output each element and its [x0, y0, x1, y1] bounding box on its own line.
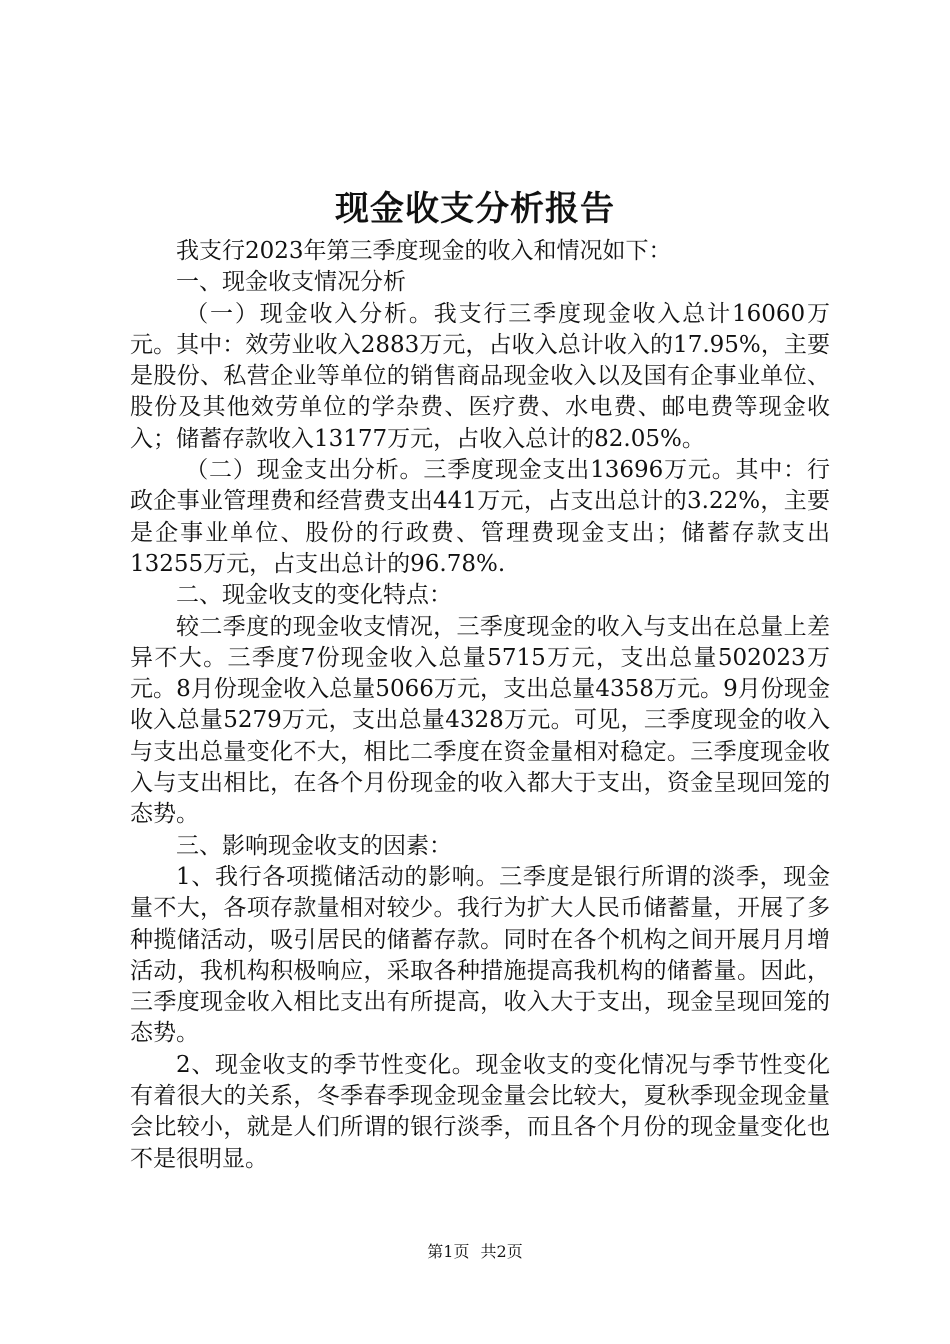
change-characteristics-paragraph: 较二季度的现金收支情况，三季度现金的收入与支出在总量上差异不大。三季度7份现金收入总量5715万元，支出总量502023万元。8月份现金收入总量5066万元，支出总量4358万元。9月份现金收入总量5279万元，支出总量4328万元。可见，三季度现金的收入与支出总量变化不大，相比二季度在资金量相对稳定。三季度现金收入与支出相比，在各个月份现金的收入都大于支出，资金呈现回笼的态势。 [130, 613, 830, 828]
intro-paragraph: 我支行2023年第三季度现金的收入和情况如下： [176, 238, 672, 264]
page-footer [0, 1240, 950, 1264]
document-body [130, 236, 830, 1175]
factor-1-paragraph: 1、我行各项揽储活动的影响。三季度是银行所谓的淡季，现金量不大，各项存款量相对较少。我行为扩大人民币储蓄量，开展了多种揽储活动，吸引居民的储蓄存款。同时在各个机构之间开展月月增活动，我机构积极响应，采取各种措施提高我机构的储蓄量。因此，三季度现金收入相比支出有所提高，收入大于支出，现金呈现回笼的态势。 [130, 863, 830, 1047]
section-heading-3: 三、影响现金收支的因素： [176, 832, 452, 859]
income-analysis-paragraph: （一）现金收入分析。我支行三季度现金收入总计16060万元。其中：效劳业收入2883万元，占收入总计收入的17.95%，主要是股份、私营企业等单位的销售商品现金收入以及国有企事业单位、股份及其他效劳单位的学杂费、医疗费、水电费、邮电费等现金收入；储蓄存款收入13177万元，占收入总计的82.05%。 [130, 300, 830, 452]
factor-2-paragraph: 2、现金收支的季节性变化。现金收支的变化情况与季节性变化有着很大的关系，冬季春季现金现金量会比较大，夏秋季现金现金量会比较小，就是人们所谓的银行淡季，而且各个月份的现金量变化也不是很明显。 [130, 1051, 830, 1172]
document-title: 现金收支分析报告 [335, 189, 615, 229]
page-number: 第1页 [427, 1242, 470, 1261]
section-heading-1: 一、现金收支情况分析 [176, 269, 406, 296]
page-total: 共2页 [480, 1242, 523, 1261]
expense-analysis-paragraph: （二）现金支出分析。三季度现金支出13696万元。其中：行政企事业管理费和经营费支出441万元，占支出总计的3.22%，主要是企事业单位、股份的行政费、管理费现金支出；储蓄存款支出13255万元，占支出总计的96.78%. [130, 457, 830, 577]
section-heading-2: 二、现金收支的变化特点： [176, 582, 452, 609]
